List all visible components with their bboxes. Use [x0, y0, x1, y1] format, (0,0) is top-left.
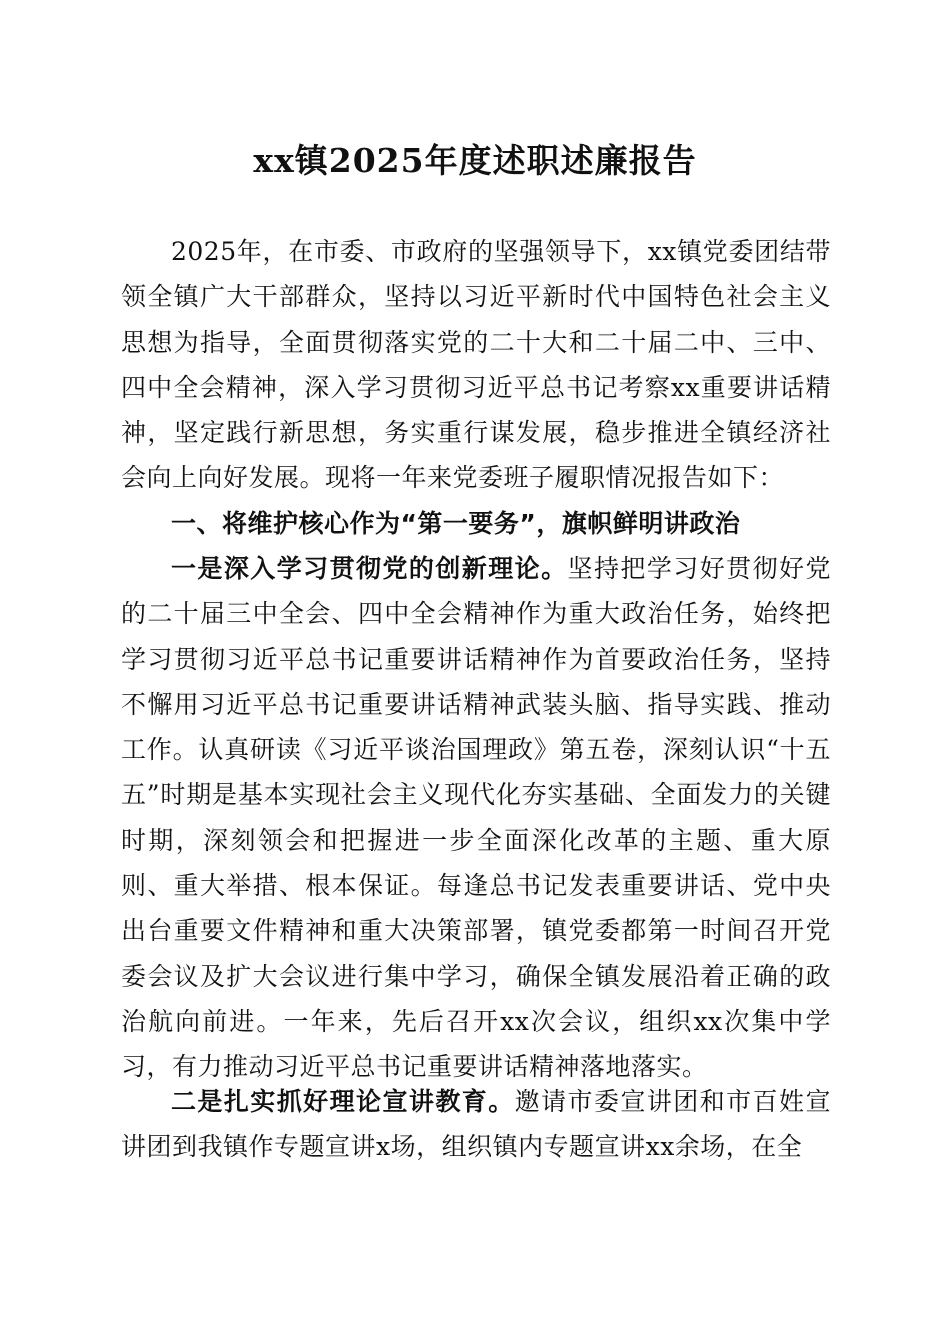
- document-title: xx镇2025年度述职述廉报告: [253, 141, 697, 180]
- item-1-lead: 一是深入学习贯彻党的创新理论。: [171, 554, 568, 583]
- item-2-lead: 二是扎实抓好理论宣讲教育。: [171, 1087, 515, 1116]
- intro-paragraph: 2025年，在市委、市政府的坚强领导下，xx镇党委团结带领全镇广大干部群众，坚持以习近平新时代中国特色社会主义思想为指导，全面贯彻落实党的二十大和二十届二中、三中、四中全会精神，深入学习贯彻习近平总书记考察xx重要讲话精神，坚定践行新思想，务实重行谋发展，稳步推进全镇经济社会向上向好发展。现将一年来党委班子履职情况报告如下：: [121, 237, 831, 493]
- section-heading-1: 一、将维护核心作为“第一要务”，旗帜鲜明讲政治: [171, 509, 741, 538]
- item-2-text: 邀请市委宣讲团和市百姓宣讲团到我镇作专题宣讲x场，组织镇内专题宣讲xx余场，在全: [121, 1087, 831, 1162]
- item-1-paragraph: [121, 546, 831, 1090]
- item-1-text: 坚持把学习好贯彻好党的二十届三中全会、四中全会精神作为重大政治任务，始终把学习贯彻习近平总书记重要讲话精神作为首要政治任务，坚持不懈用习近平总书记重要讲话精神武装头脑、指导实践、推动工作。认真研读《习近平谈治国理政》第五卷，深刻认识“十五五”时期是基本实现社会主义现代化夯实基础、全面发力的关键时期，深刻领会和把握进一步全面深化改革的主题、重大原则、重大举措、根本保证。每逢总书记发表重要讲话、党中央出台重要文件精神和重大决策部署，镇党委都第一时间召开党委会议及扩大会议进行集中学习，确保全镇发展沿着正确的政治航向前进。一年来，先后召开xx次会议，组织xx次集中学习，有力推动习近平总书记重要讲话精神落地落实。: [121, 554, 831, 1082]
- item-2-paragraph: [121, 1079, 831, 1170]
